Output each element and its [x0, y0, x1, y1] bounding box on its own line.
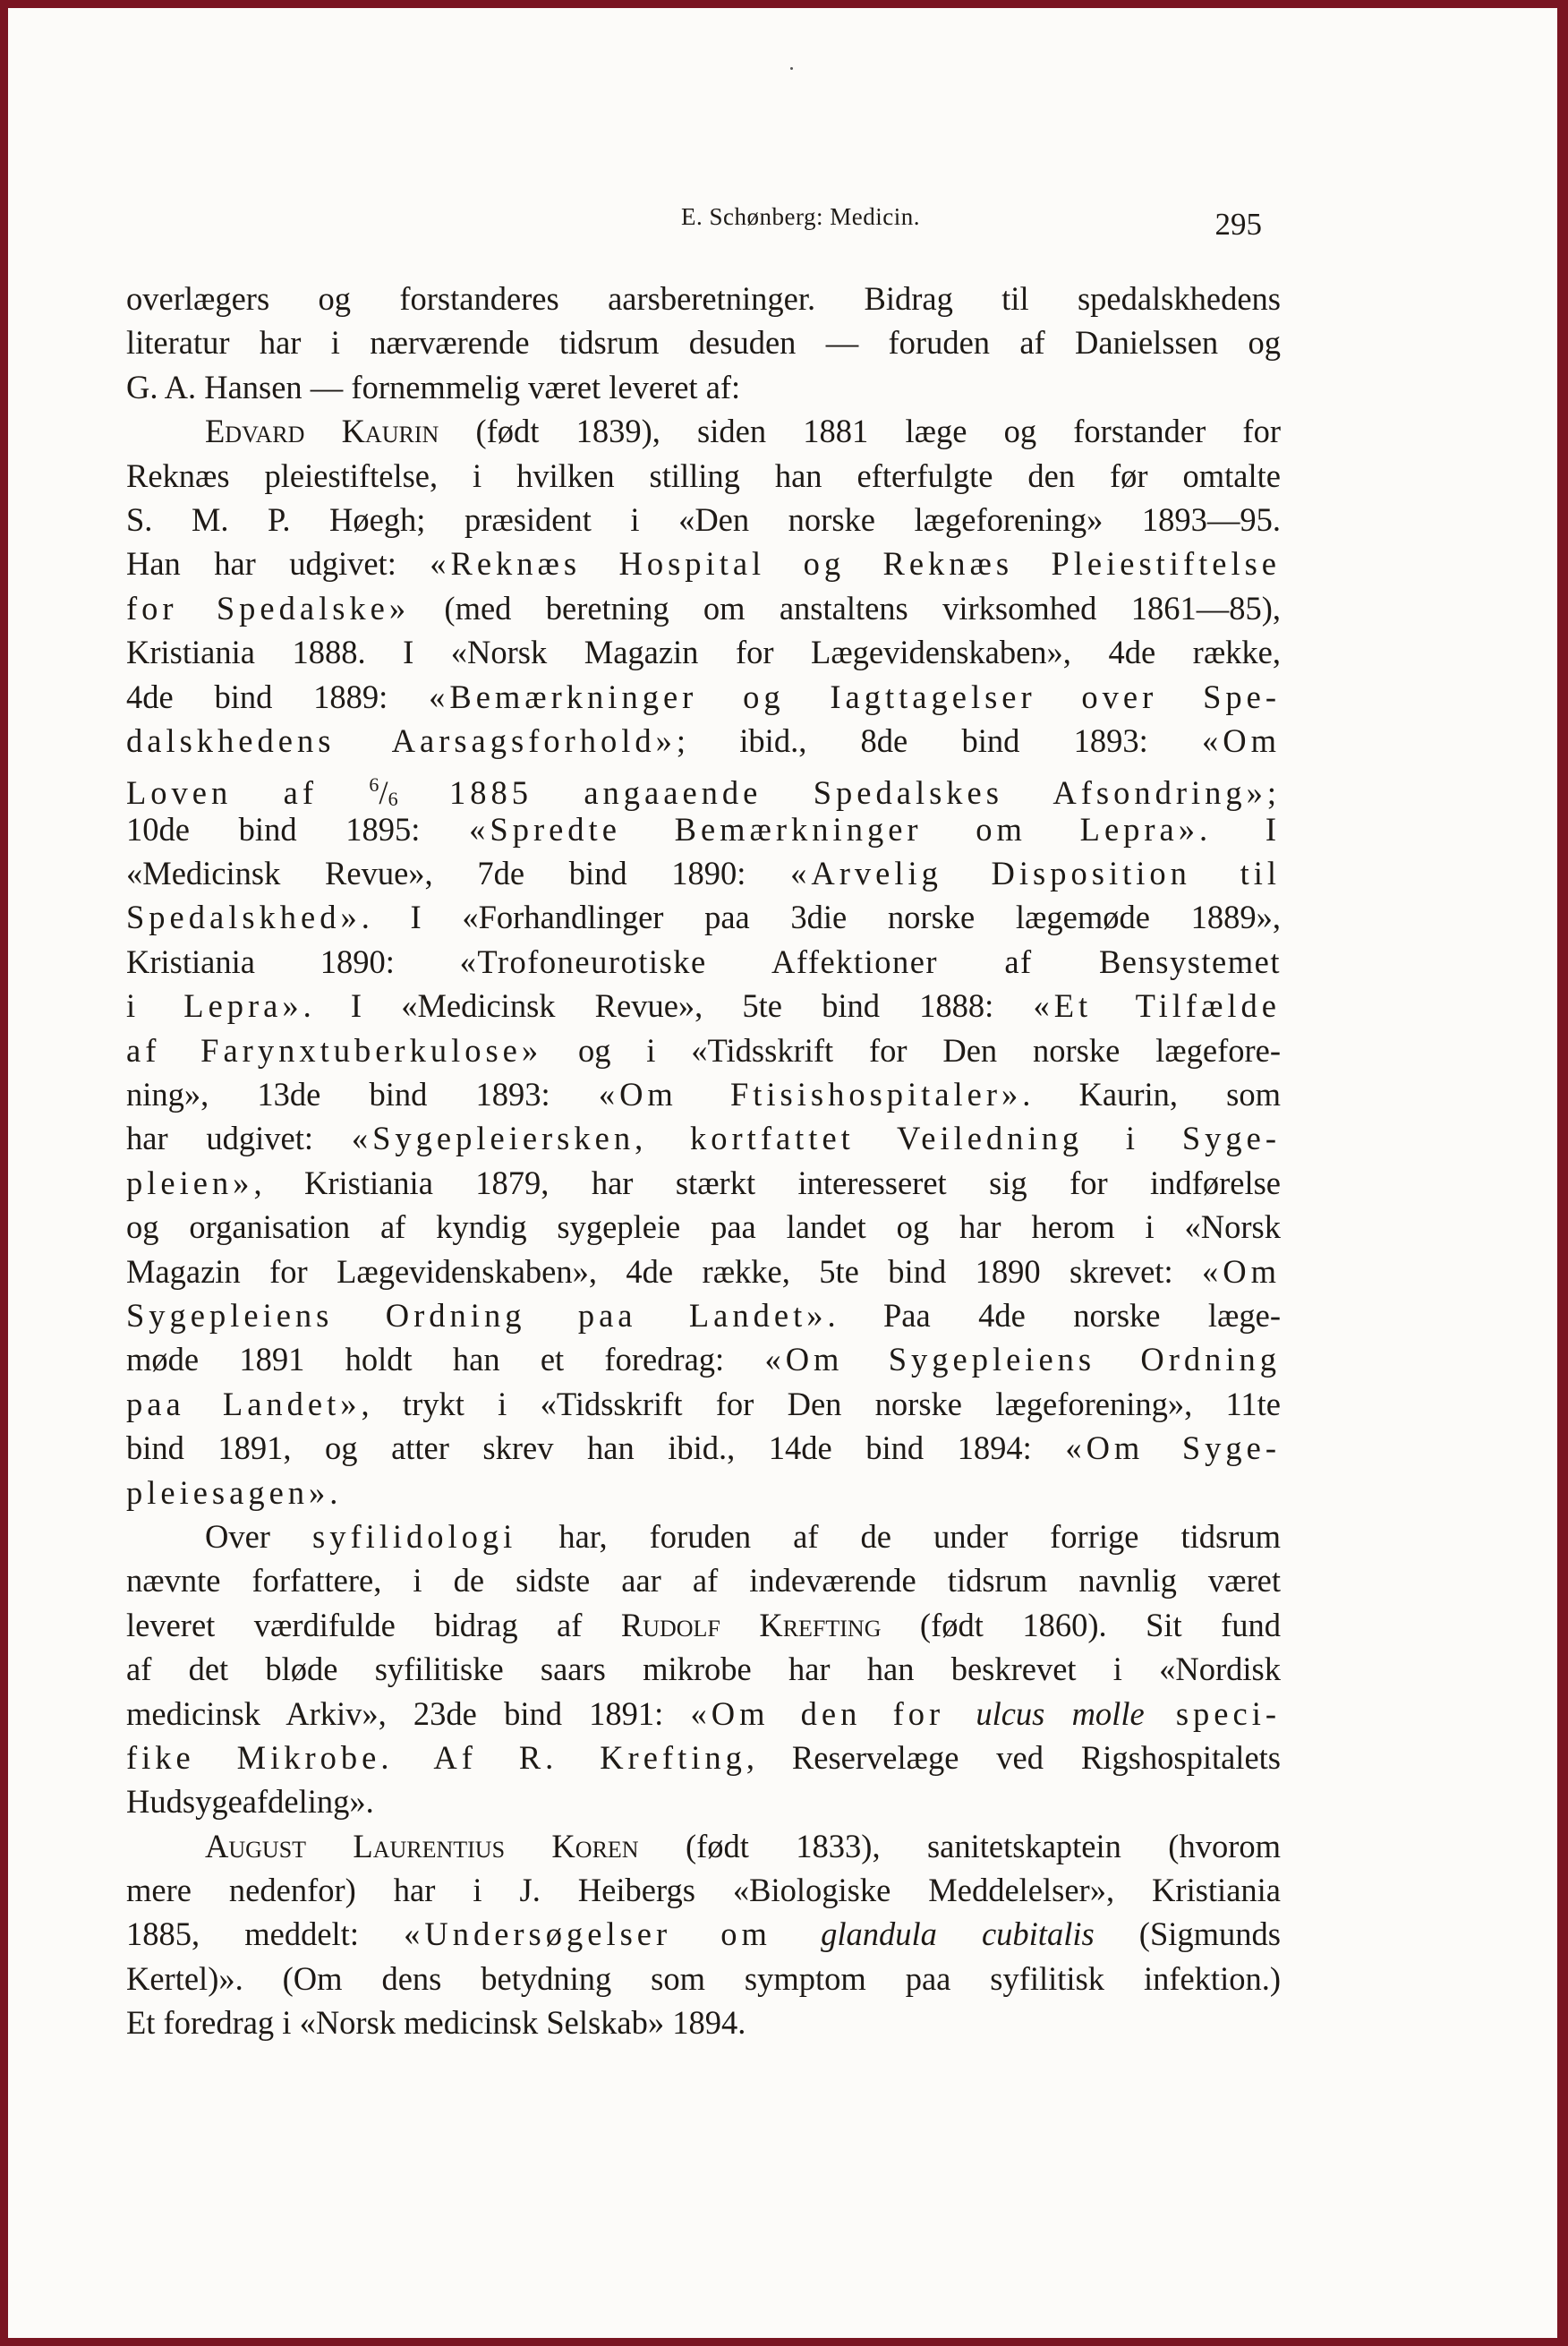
text-line: Over syfilidologi har, foruden af de under forrige tidsrum: [205, 1517, 1282, 1555]
text-line: 1885, meddelt: «Undersøgelser om glandula cubitalis (Sigmunds: [126, 1915, 1282, 1953]
spaced-title: pleien»: [126, 1164, 254, 1201]
text-line: medicinsk Arkiv», 23de bind 1891: «Om den for ulcus molle speci-: [126, 1694, 1281, 1732]
text-line: «Medicinsk Revue», 7de bind 1890: «Arvelig Disposition til: [126, 855, 1281, 892]
spaced-title: «Trofoneurotiske Affektioner af Bensystemet: [459, 943, 1281, 980]
text-line: Hudsygeafdeling».: [126, 1783, 374, 1821]
spaced-title: «Om Sygepleiens Ordning: [764, 1341, 1282, 1378]
spaced-title: «Spredte Bemærkninger om Lepra». I: [469, 810, 1281, 848]
text-line: har udgivet: «Sygepleiersken, kortfattet Veiledning i Syge-: [126, 1120, 1281, 1157]
print-speck: [790, 67, 793, 70]
spaced-title: «Arvelig Disposition til: [790, 855, 1281, 892]
spaced-title: dalskhedens Aarsagsforhold»: [126, 721, 677, 759]
text-line: nævnte forfattere, i de sidste aar af indeværende tidsrum navnlig været: [126, 1562, 1281, 1600]
text-line: Kristiania 1888. I «Norsk Magazin for Lægevidenskaben», 4de række,: [126, 634, 1281, 671]
spaced-title: «Om: [1202, 1252, 1281, 1290]
spaced-title: «Bemærkninger og Iagttagelser over Spe-: [429, 678, 1281, 715]
page-body: [126, 277, 1281, 2045]
spaced-title: speci-: [1144, 1694, 1281, 1732]
text-line: paa Landet», trykt i «Tidsskrift for Den norske lægeforening», 11te: [126, 1385, 1282, 1422]
spaced-title: «Et Tilfælde: [1033, 987, 1281, 1025]
latin-term: glandula cubitalis: [821, 1915, 1095, 1953]
text-line: pleien», Kristiania 1879, har stærkt interesseret sig for indførelse: [126, 1164, 1281, 1201]
text-line: fike Mikrobe. Af R. Krefting, Reservelæge ved Rigshospitalets: [126, 1738, 1281, 1776]
text-line: Edvard Kaurin (født 1839), siden 1881 læge og forstander for: [205, 413, 1281, 450]
text-line: af Farynxtuberkulose» og i «Tidsskrift for Den norske lægefore-: [126, 1031, 1281, 1069]
text-line: Spedalskhed». I «Forhandlinger paa 3die norske lægemøde 1889»,: [126, 899, 1281, 936]
spaced-title: «Sygepleiersken, kortfattet Veiledning i Syge-: [351, 1120, 1281, 1157]
text-line: dalskhedens Aarsagsforhold»; ibid., 8de bind 1893: «Om: [126, 721, 1281, 759]
text-line: overlægers og forstanderes aarsberetninger. Bidrag til spedalskhedens: [126, 280, 1281, 317]
text-line: bind 1891, og atter skrev han ibid., 14de bind 1894: «Om Syge-: [126, 1429, 1281, 1467]
text-line: S. M. P. Høegh; præsident i «Den norske lægeforening» 1893—95.: [126, 500, 1281, 538]
spaced-term: syfilidologi: [312, 1517, 517, 1555]
text-line: Han har udgivet: «Reknæs Hospital og Reknæs Pleiestiftelse: [126, 545, 1281, 583]
person-name: Edvard Kaurin: [205, 413, 439, 450]
spaced-title: «Reknæs Hospital og Reknæs Pleiestiftelse: [430, 545, 1281, 583]
spaced-title: «Om: [1202, 721, 1281, 759]
latin-term: ulcus molle: [976, 1694, 1145, 1732]
text-line: for Spedalske» (med beretning om anstaltens virksomhed 1861—85),: [126, 589, 1282, 627]
spaced-title: Loven af: [126, 774, 370, 812]
page-number: 295: [1214, 207, 1262, 242]
text-line: 10de bind 1895: «Spredte Bemærkninger om Lepra». I: [126, 810, 1281, 848]
spaced-title: 1885 angaaende Spedalskes Afsondring»;: [397, 774, 1281, 812]
text-line: literatur har i nærværende tidsrum desuden — foruden af Danielssen og: [126, 324, 1281, 362]
spaced-title: paa Landet»: [126, 1385, 362, 1422]
text-line: ning», 13de bind 1893: «Om Ftisishospitaler». Kaurin, som: [126, 1076, 1281, 1113]
spaced-title: i Lepra»: [126, 987, 303, 1025]
person-name: Rudolf Krefting: [620, 1606, 882, 1643]
spaced-title: «Undersøgelser om: [404, 1915, 822, 1953]
spaced-title: for Spedalske»: [126, 589, 411, 627]
spaced-title: «Om Syge-: [1065, 1429, 1281, 1467]
text-line: Et foredrag i «Norsk medicinsk Selskab» 1894.: [126, 2004, 746, 2042]
text-line: pleiesagen».: [126, 1473, 343, 1511]
text-line: og organisation af kyndig sygepleie paa landet og har herom i «Norsk: [126, 1208, 1281, 1246]
text-line: møde 1891 holdt han et foredrag: «Om Sygepleiens Ordning: [126, 1341, 1282, 1378]
text-line: af det bløde syfilitiske saars mikrobe har han beskrevet i «Nordisk: [126, 1651, 1281, 1688]
spaced-title: «Om Ftisishospitaler»: [598, 1076, 1023, 1113]
spaced-title: Spedalskhed»: [126, 899, 362, 936]
text-line: Reknæs pleiestiftelse, i hvilken stilling han efterfulgte den før omtalte: [126, 456, 1281, 494]
text-line: August Laurentius Koren (født 1833), sanitetskaptein (hvorom: [205, 1827, 1281, 1864]
text-line: G. A. Hansen — fornemmelig været leveret af:: [126, 368, 741, 405]
spaced-title: Sygepleiens Ordning paa Landet»: [126, 1296, 828, 1334]
text-line: mere nedenfor) har i J. Heibergs «Biologiske Meddelelser», Kristiania: [126, 1872, 1281, 1909]
text-line: 4de bind 1889: «Bemærkninger og Iagttagelser over Spe-: [126, 678, 1281, 715]
running-header: [8, 203, 1557, 242]
text-line: leveret værdifulde bidrag af Rudolf Krefting (født 1860). Sit fund: [126, 1606, 1282, 1643]
text-line: i Lepra». I «Medicinsk Revue», 5te bind 1888: «Et Tilfælde: [126, 987, 1281, 1025]
text-line: [126, 763, 1281, 812]
spaced-title: fike Mikrobe. Af R. Krefting: [126, 1738, 746, 1776]
spaced-title: af Farynxtuberkulose»: [126, 1031, 543, 1069]
running-title: E. Schønberg: Medicin.: [681, 203, 920, 230]
text-line: Kertel)». (Om dens betydning som symptom paa syfilitisk infektion.): [126, 1959, 1281, 1997]
spaced-title: «Om den for: [690, 1694, 976, 1732]
text-line: Kristiania 1890: «Trofoneurotiske Affektioner af Bensystemet: [126, 943, 1281, 980]
date-fraction: $^6/_6$: [369, 773, 398, 812]
text-line: Magazin for Lægevidenskaben», 4de række, 5te bind 1890 skrevet: «Om: [126, 1252, 1281, 1290]
text-line: Sygepleiens Ordning paa Landet». Paa 4de norske læge-: [126, 1296, 1282, 1334]
person-name: August Laurentius Koren: [205, 1827, 639, 1864]
